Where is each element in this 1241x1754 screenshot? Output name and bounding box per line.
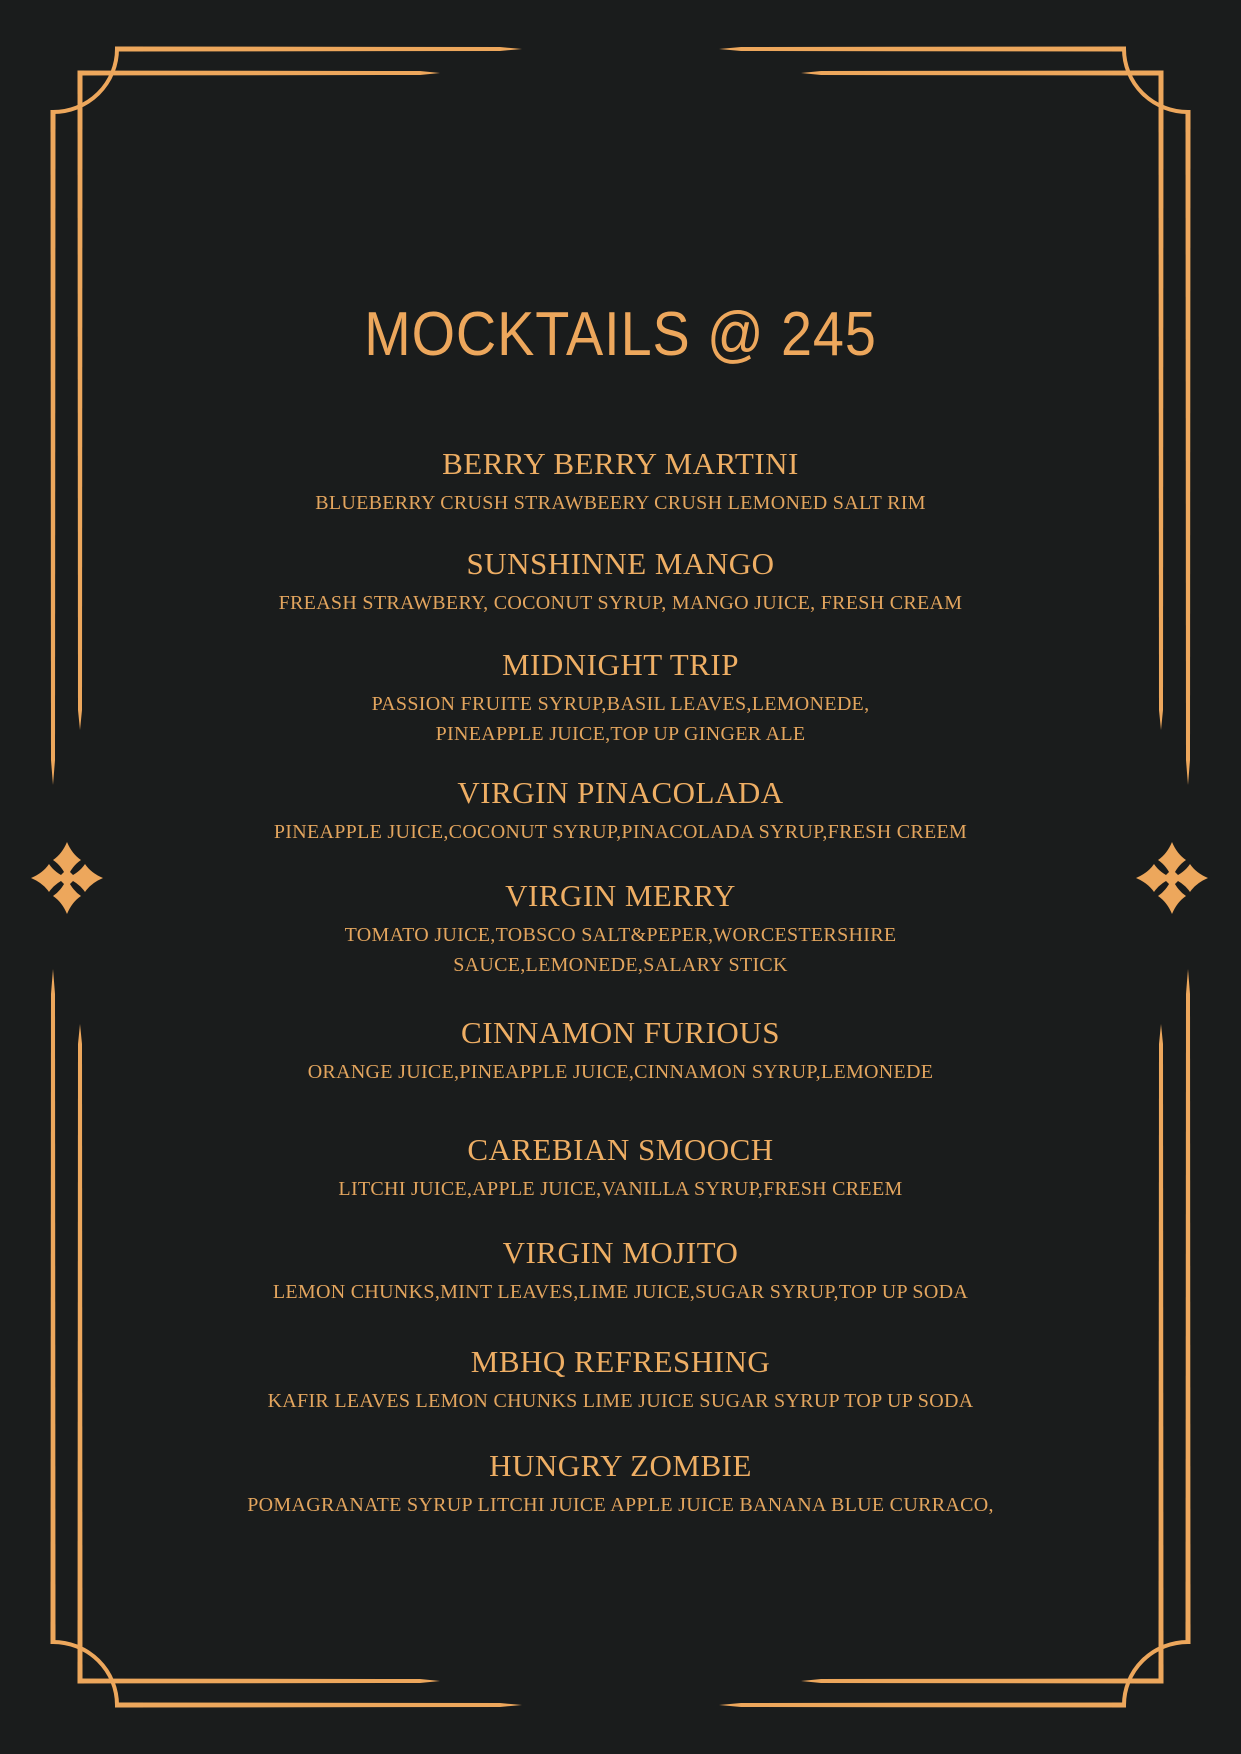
menu-item-description: LITCHI JUICE,APPLE JUICE,VANILLA SYRUP,FRESH CREEM xyxy=(338,1178,903,1200)
menu-item-description: SAUCE,LEMONEDE,SALARY STICK xyxy=(453,954,788,976)
menu-item-name: VIRGIN MOJITO xyxy=(502,1235,739,1270)
menu-item-description: BLUEBERRY CRUSH STRAWBEERY CRUSH LEMONED SALT RIM xyxy=(315,492,926,514)
menu-item-name: CINNAMON FURIOUS xyxy=(461,1015,780,1050)
menu-item-description: LEMON CHUNKS,MINT LEAVES,LIME JUICE,SUGAR SYRUP,TOP UP SODA xyxy=(272,1281,969,1303)
menu-item xyxy=(0,1448,1241,1520)
menu-item-description: PINEAPPLE JUICE,TOP UP GINGER ALE xyxy=(435,723,806,745)
menu-item-name: HUNGRY ZOMBIE xyxy=(489,1448,752,1483)
menu-item xyxy=(0,1235,1241,1307)
menu-item-description: ORANGE JUICE,PINEAPPLE JUICE,CINNAMON SYRUP,LEMONEDE xyxy=(307,1061,934,1083)
menu-item xyxy=(0,1132,1241,1204)
menu-item-name: VIRGIN MERRY xyxy=(505,878,736,913)
menu-item-description: PASSION FRUITE SYRUP,BASIL LEAVES,LEMONEDE, xyxy=(371,693,870,715)
menu-item xyxy=(0,446,1241,518)
menu-item xyxy=(0,1015,1241,1087)
menu-item xyxy=(0,775,1241,847)
menu-item-description: TOMATO JUICE,TOBSCO SALT&PEPER,WORCESTERSHIRE xyxy=(344,924,897,946)
menu-item-description: KAFIR LEAVES LEMON CHUNKS LIME JUICE SUGAR SYRUP TOP UP SODA xyxy=(267,1390,974,1412)
menu-item xyxy=(0,546,1241,618)
menu-item xyxy=(0,1344,1241,1416)
menu-item-name: MIDNIGHT TRIP xyxy=(501,647,739,682)
menu-item-description: PINEAPPLE JUICE,COCONUT SYRUP,PINACOLADA SYRUP,FRESH CREEM xyxy=(273,821,968,843)
menu-item xyxy=(0,647,1241,749)
menu-item-name: VIRGIN PINACOLADA xyxy=(457,775,784,810)
menu-item-description: POMAGRANATE SYRUP LITCHI JUICE APPLE JUICE BANANA BLUE CURRACO, xyxy=(247,1494,994,1516)
menu-item-name: CAREBIAN SMOOCH xyxy=(467,1132,774,1167)
menu-item-name: SUNSHINNE MANGO xyxy=(466,546,775,581)
menu-title: MOCKTAILS @ 245 xyxy=(364,299,877,369)
menu-item-description: FREASH STRAWBERY, COCONUT SYRUP, MANGO JUICE, FRESH CREAM xyxy=(278,592,963,614)
menu-item-name: BERRY BERRY MARTINI xyxy=(442,446,799,481)
menu-item xyxy=(0,878,1241,980)
menu-item-name: MBHQ REFRESHING xyxy=(470,1344,771,1379)
